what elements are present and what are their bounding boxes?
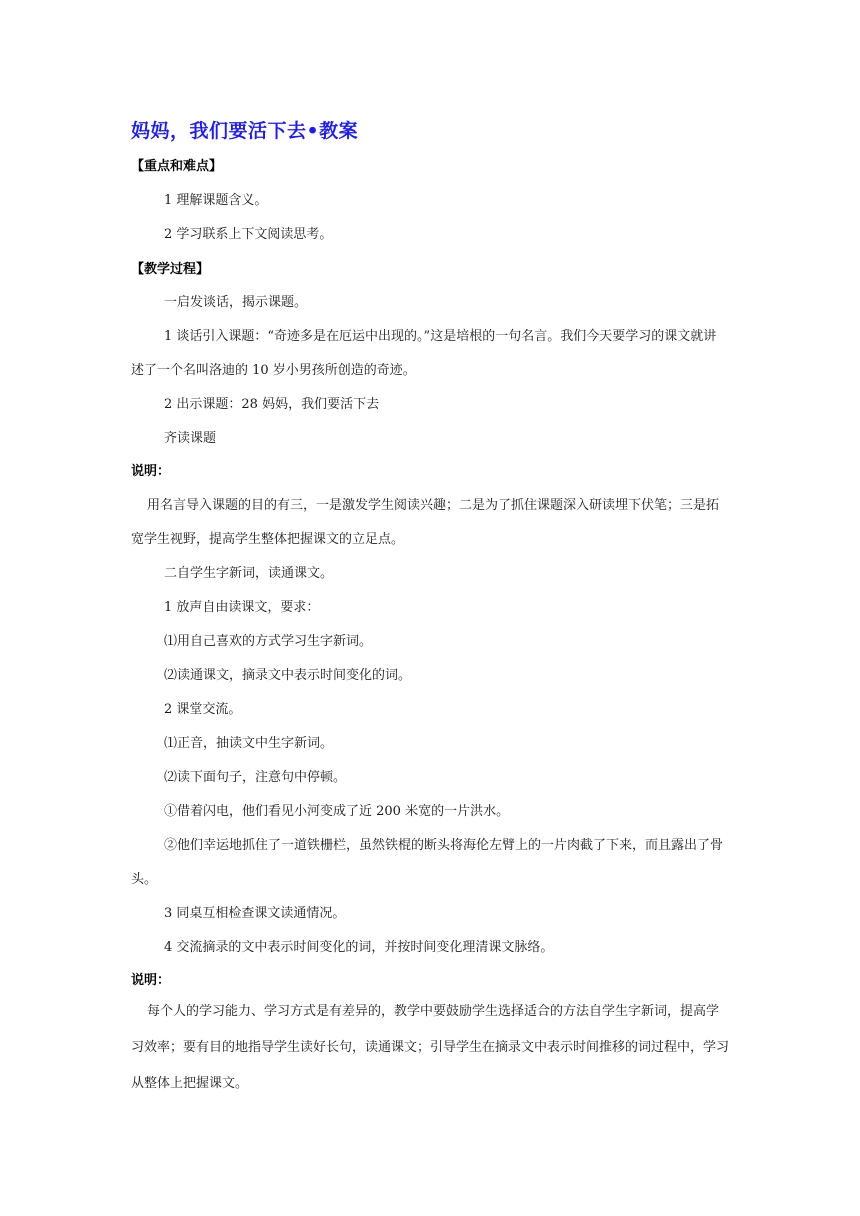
note1-line2: 宽学生视野，提高学生整体把握课文的立足点。 <box>131 532 405 547</box>
key-point-1: 1 理解课题含义。 <box>164 193 268 208</box>
key-point-2: 2 学习联系上下文阅读思考。 <box>164 227 333 242</box>
step2-item1-a: ⑴用自己喜欢的方式学习生字新词。 <box>164 634 373 649</box>
step2-item3: 3 同桌互相检查课文读通情况。 <box>164 906 346 921</box>
step1-item1-line2: 述了一个名叫洛迪的 10 岁小男孩所创造的奇迹。 <box>131 363 416 378</box>
step1-item1-line1: 1 谈话引入课题：“奇迹多是在厄运中出现的。”这是培根的一句名言。我们今天要学习的课文就讲 <box>164 329 717 344</box>
step1-title: 一启发谈话，揭示课题。 <box>164 295 308 310</box>
sentence-1: ①借着闪电，他们看见小河变成了近 200 米宽的一片洪水。 <box>164 804 510 819</box>
step2-item2: 2 课堂交流。 <box>164 702 242 717</box>
note2-line1: 每个人的学习能力、学习方式是有差异的，教学中要鼓励学生选择适合的方法自学生字新词，提高学 <box>147 1004 720 1019</box>
step1-item2: 2 出示课题：28 妈妈，我们要活下去 <box>164 397 380 412</box>
step2-item2-a: ⑴正音，抽读文中生字新词。 <box>164 736 334 751</box>
note1-line1: 用名言导入课题的目的有三，一是激发学生阅读兴趣；二是为了抓住课题深入研读埋下伏笔；三是拓 <box>147 498 720 513</box>
step1-item3: 齐读课题 <box>164 431 217 446</box>
step2-item1: 1 放声自由读课文，要求： <box>164 600 320 615</box>
step2-item4: 4 交流摘录的文中表示时间变化的词，并按时间变化理清课文脉络。 <box>164 940 554 955</box>
step2-title: 二自学生字新词，读通课文。 <box>164 566 334 581</box>
sentence-2-line1: ②他们幸运地抓住了一道铁栅栏，虽然铁棍的断头将海伦左臂上的一片肉截了下来，而且露出了骨 <box>164 838 724 853</box>
document-title: 妈妈，我们要活下去•教案 <box>131 120 359 142</box>
note1-heading: 说明： <box>131 464 171 479</box>
note2-line2: 习效率；要有目的地指导学生读好长句，读通课文；引导学生在摘录文中表示时间推移的词过程中，学习 <box>131 1040 730 1055</box>
note2-heading: 说明： <box>131 973 171 988</box>
key-points-heading: 【重点和难点】 <box>131 159 223 174</box>
step2-item1-b: ⑵读通课文，摘录文中表示时间变化的词。 <box>164 668 412 683</box>
note2-line3: 从整体上把握课文。 <box>131 1076 249 1091</box>
process-heading: 【教学过程】 <box>131 262 210 277</box>
step2-item2-b: ⑵读下面句子，注意句中停顿。 <box>164 770 347 785</box>
sentence-2-line2: 头。 <box>131 872 158 887</box>
